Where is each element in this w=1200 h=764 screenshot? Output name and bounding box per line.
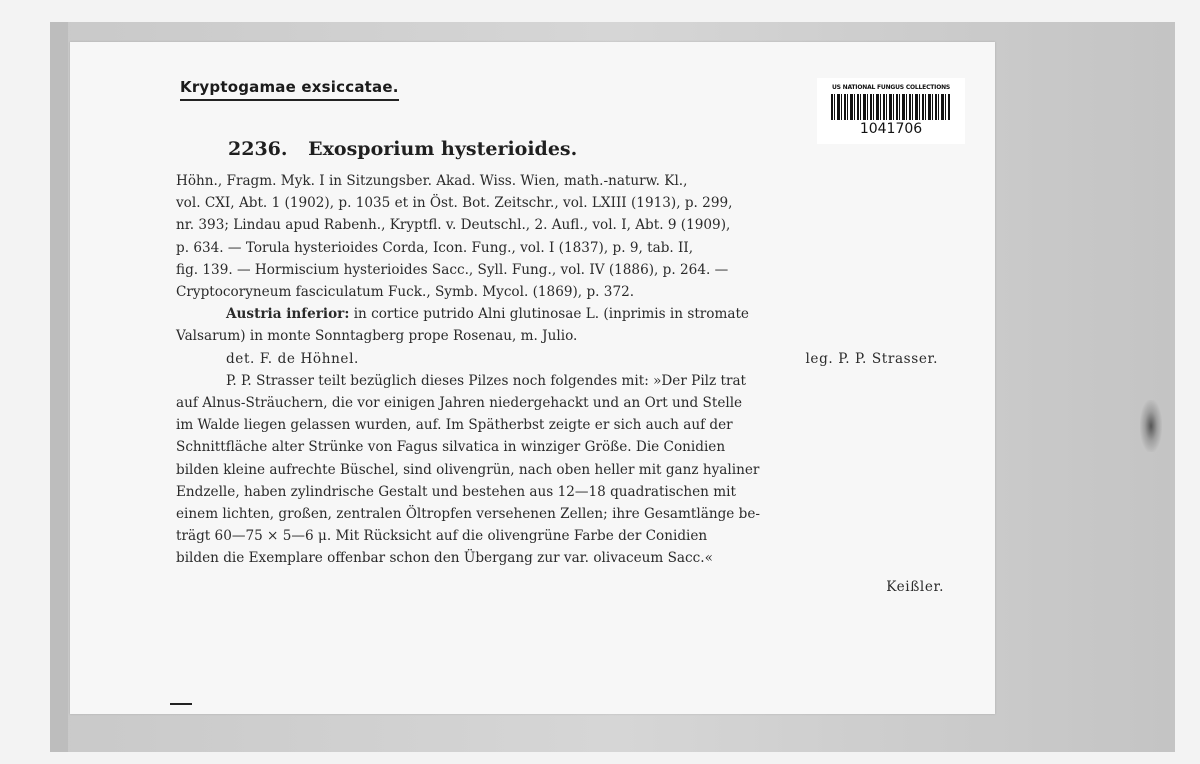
sheet-edge [50,22,68,752]
series-title: Kryptogamae exsiccatae. [180,78,399,101]
locality-region: Austria inferior: [226,306,350,323]
label-body [176,170,966,598]
note-line: trägt 60—75 × 5—6 μ. Mit Rücksicht auf die olivengrüne Farbe der Conidien [176,528,708,545]
note-line: einem lichten, großen, zentralen Öltropfen versehenen Zellen; ihre Gesamtlänge be- [176,506,760,523]
note-line: Schnittfläche alter Strünke von Fagus silvatica in winziger Größe. Die Conidien [176,439,726,456]
note-line: Endzelle, haben zylindrische Gestalt und bestehen aus 12—18 quadratischen mit [176,483,736,500]
species-heading [228,138,577,160]
locality-line-1 [176,303,966,325]
exsiccata-number: 2236. [228,138,288,160]
locality-text: in cortice putrido Alni glutinosae L. (inprimis in stromate [353,306,749,323]
determiner: det. F. de Höhnel. [226,350,359,367]
species-name: Exosporium hysterioides. [308,138,578,160]
reference-line: p. 634. — Torula hysterioides Corda, Icon. Fung., vol. I (1837), p. 9, tab. II, [176,239,694,256]
reference-line: fig. 139. — Hormiscium hysterioides Sacc., Syll. Fung., vol. IV (1886), p. 264. — [176,261,729,278]
note-line: bilden kleine aufrechte Büschel, sind olivengrün, nach oben heller mit ganz hyaliner [176,461,760,478]
legator: leg. P. P. Strasser. [805,350,938,367]
collector-row [176,348,966,370]
label-tick-mark [170,703,192,705]
barcode-number: 1041706 [859,121,923,137]
reference-line: vol. CXI, Abt. 1 (1902), p. 1035 et in Öst. Bot. Zeitschr., vol. LXIII (1913), p. 299, [176,195,733,212]
barcode-label [817,78,965,144]
locality-line-2: Valsarum) in monte Sonntagberg prope Rosenau, m. Julio. [176,328,578,345]
barcode-graphic [831,94,951,120]
reference-line: Cryptocoryneum fasciculatum Fuck., Symb. Mycol. (1869), p. 372. [176,284,635,301]
reference-line: Höhn., Fragm. Myk. I in Sitzungsber. Akad. Wiss. Wien, math.-naturw. Kl., [176,173,688,189]
note-line: bilden die Exemplare offenbar schon den Übergang zur var. olivaceum Sacc.« [176,550,713,567]
note-line: im Walde liegen gelassen wurden, auf. Im Spätherbst zeigte er sich auch auf der [176,417,733,434]
note-line: auf Alnus-Sträuchern, die vor einigen Jahren niedergehackt und an Ort und Stelle [176,395,743,412]
barcode-collection-name: US NATIONAL FUNGUS COLLECTIONS [831,84,951,91]
signature: Keißler. [886,578,944,595]
sheet-smudge [1140,400,1162,452]
note-line: P. P. Strasser teilt bezüglich dieses Pilzes noch folgendes mit: »Der Pilz trat [226,372,747,389]
reference-line: nr. 393; Lindau apud Rabenh., Kryptfl. v. Deutschl., 2. Aufl., vol. I, Abt. 9 (1909), [176,217,731,234]
